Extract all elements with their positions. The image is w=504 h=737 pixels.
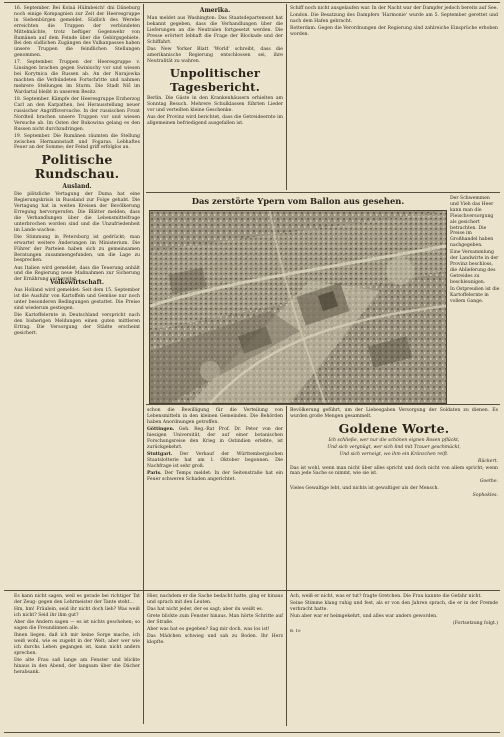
signature-rueckert: Rückert. (478, 458, 498, 464)
column-4-right (450, 196, 500, 402)
bottom-mid-p1: Hier, nachdem er die Sache bedacht hatte, ging er hinaus und sprach mit den Leuten. (147, 594, 283, 605)
mid-left-p4: Paris. Der Temps meldet: In der Seitenstraße hat ein Feuer schweren Schaden angerichtet. (147, 470, 283, 482)
mid-right-p1: Bevölkerung geführt, um der Liebesgaben Versorgung der Soldaten zu dienen. Es wurden große Mengen gesammelt. (290, 408, 498, 419)
signature-sophokles: Sophokles. (472, 492, 498, 498)
story-p5: Die alte Frau saß lange am Fenster und blickte hinaus in den Abend, der langsam über die Dächer herabsank. (14, 657, 140, 675)
column-2-mid (147, 408, 283, 588)
column-3-mid (290, 408, 498, 588)
story-p2: Hm, hm! Fräulein, seid ihr nicht doch lieb? Was weiß ich nicht? Seid ihr ihm gut? (14, 607, 140, 618)
stuttgart-label: Stuttgart. (147, 451, 173, 457)
tagesbericht-p1: Berlin. Die Gäste in den Krankenhäusern erhielten am Sonntag Besuch. Mehrere Schulklassen führten Lieder vor und verteilten kleine Geschenke. (147, 96, 283, 114)
col4-p2: Eine Versammlung der Landwirte in der Provinz beschloss, die Ablieferung des Getreides zu beschleunigen. (450, 250, 499, 285)
column-3-top (290, 6, 498, 190)
column-2-top (147, 6, 283, 190)
poem-line-2: Und sich vergnügt, wer sich lind mit Trauer geschmückt, (327, 444, 461, 450)
volkswirtschaft-subheading: Volkswirtschaft. (49, 279, 105, 286)
ausland-p2: Die Stimmung in Petersburg ist gedrückt; man erwartet weitere Änderungen im Ministerium. Die Führer der Parteien haben sich zu gemeinsamen Beratungen zusammengefunden, um die Lage zu besprechen. (14, 234, 140, 264)
volkswirtschaft-p1: Aus Holland wird gemeldet: Seit dem 15. September ist die Ausfuhr von Kartoffeln und Gemüse nur noch unter besonderen Bedingungen gestattet. Die Preise sind wiederum gestiegen. (14, 288, 140, 311)
lower-rule (4, 590, 500, 591)
bottom-mid-p3: Grete blickte zum Fenster hinaus. Man hörte Schritte auf der Straße. (147, 614, 283, 625)
bottom-right-p3: Nun aber war er heimgekehrt, und alles war anders geworden. (290, 614, 438, 620)
bottom-right-p1: Ach, weiß er nicht, was er tut? fragte Gretchen. Die Frau kannte die Gefahr nicht. (290, 594, 482, 599)
amerika-subheading: Amerika. (199, 7, 231, 14)
column-rule-1 (143, 4, 144, 724)
amerika-p1: Man meldet aus Washington: Das Staatsdepartement hat bekannt gegeben, dass die Verhandlungen über die Lieferungen an die Neutralen fortgesetzt werden. Die Presse erörtert lebhaft die Frage der Blockade und der Schiffahrt. (147, 16, 283, 45)
bottom-rule (4, 732, 500, 733)
ypern-aerial-photo (149, 210, 447, 404)
unpolitischer-tagesbericht-heading: Unpolitischer Tagesbericht. (169, 66, 261, 95)
story-p1: Es kann nicht sagen, weil es gerade bei richtiger Tat der Zeug- gegen den Lehrmeister der Tante steht... (14, 594, 140, 605)
page-footnote-number: B. 10 (290, 628, 301, 634)
column-rule-2 (286, 4, 287, 190)
poem-line-3: Und sich verneigt, wo ihm ein Kränzchen reift. (339, 451, 449, 457)
col3-p1: Schiff noch nicht ausgelaufen war. In der Nacht war der Dampfer jedoch bereits auf See. (290, 6, 498, 11)
story-p3: Aber die Andern sagen — es ist nichts geschehen; so sagen die Freundinnen alle. (14, 620, 140, 631)
column-1-bottom (14, 594, 140, 730)
amerika-p2: Das New Yorker Blatt 'World' schreibt, dass die amerikanische Regierung entschlossen sei, ihre Neutralität zu wahren. (147, 46, 283, 64)
ypern-ruins-illustration (150, 211, 446, 403)
mid-right-p3: Vieles Gewaltige lebt, und nichts ist gewaltiger als der Mensch. (290, 485, 439, 491)
goettingen-label: Göttingen. (147, 426, 175, 432)
tagesbericht-p2: Aus der Provinz wird berichtet, dass die Getreideernte im allgemeinen befriedigend ausgefallen ist. (147, 115, 283, 127)
col3-p2: London. Die Besatzung des Dampfers 'Harmonie' wurde am 5. September gerettet und nach dem Hafen gebracht. (290, 13, 498, 24)
image-bottom-rule (146, 404, 500, 405)
story-p4: Ihnen liegen, daß ich mir keine Sorge mache, ich weiß wohl, wie es zugeht in der Welt; aber wer wie ich durchs Leben gegangen ist, kann nicht anders sprechen. (14, 633, 140, 656)
continuation-note: (Fortsetzung folgt.) (452, 621, 498, 627)
war-chronicle-p4: 19. September. Die Rumänen räumten die Stellung zwischen Hermannstadt und Fogaras. Lebhaftes Feuer an der Somme; der Feind griff erfolglos an. (14, 133, 140, 151)
goldene-worte-heading: Goldene Worte. (338, 420, 450, 436)
column-1-mid (14, 278, 140, 478)
ausland-p3: Aus Italien wird gemeldet, dass die Teuerung anhält und die Regierung neue Maßnahmen zur Sicherung der Ernährung vorbereitet. (14, 265, 140, 283)
image-top-rule (146, 192, 500, 193)
ausland-subheading: Ausland. (62, 183, 92, 191)
bottom-right-p2: Seine Stimme klang ruhig und fest, als er von den Jahren sprach, die er in der Fremde verbracht hatte. (290, 601, 498, 612)
mid-left-p2: Göttingen. Geh. Reg.-Rat Prof. Dr. Peter von der hiesigen Universität, der auf einer botanischen Forschungsreise den Krieg in Ostindien erlebte, ist zurückgekehrt. (147, 426, 283, 450)
war-chronicle-p2: 17. September. Truppen der Heeresgruppe v. Linsingen brachen gegen Swiniuchy vor und wiesen bei Korytnica die Russen ab. An der Narajowka machten die Verbündeten Fortschritte und nahmen mehrere Stellungen im Sturm. Die Stadt Niš im Wardartal bleibt in unserem Besitz. (14, 60, 140, 95)
ausland-p1: Die plötzliche Vertagung der Duma hat eine Regierungskrisis in Russland zur Folge gehabt. Die Vertagung hat in weiten Kreisen der Bevölkerung Erregung hervorgerufen. Die Blätter melden, dass die Verhandlungen über die Lebensmittelfrage unterbrochen worden sind und die Unzufriedenheit im Lande wachse. (14, 192, 140, 233)
war-chronicle-lead: 16. September. Bei Kolaá Hülmbeich! dni Däneburg noch einige Kompagnien zur Zeit der Heeresgruppe in Siebenbürgen gemeldet. Südlich des Werebe erreichten die Truppen der verbündeten Mittelmächte, trotz heftiger Gegenwehr von Rumänen auf dem Feinde über die Gebirgsgebiete. Bei den südlichen Zugängen des Vulkanpasses haben unsere Truppen die feindlichen Stellungen genommen. (14, 6, 140, 59)
bottom-mid-p4: Aber was hat es gegeben? Sag mir doch, was los ist! (147, 627, 270, 633)
bottom-mid-p5: Das Mädchen schwieg und sah zu Boden. Ihr Herz klopfte. (147, 634, 283, 646)
col4-p3: In Ostpreußen ist die Kartoffelernte in vollem Gange. (450, 286, 500, 304)
mid-left-p1: schon die Bewilligung für die Verteilung von Lebensmitteln in den kleinen Gemeinden. Die Behörden haben Anordnungen getroffen. (147, 408, 283, 425)
signature-goethe: Goethe. (479, 478, 498, 484)
war-chronicle-p3: 18. September. Kämpfe der Heeresgruppe Erzherzog Carl an den Karpathen, bei Herausstellung neuer russischer Angriffsversuche. In der russischen Front Nordteil brachen unsere Truppen vor und wiesen Versuche ab. Im Osten der Bukowina gelang es den Russen nicht durchzudringen. (14, 96, 140, 132)
col3-p3: Rotterdam. Gegen die Verordnungen der Regierung sind zahlreiche Einsprüche erhoben worden. (290, 26, 498, 37)
politische-rundschau-heading: Politische Rundschau. (34, 152, 120, 182)
col4-p1: Der Schwemmen und Vieh das Heer kann man die Fleischversorgung als gesichert betrachten. Die Preise im Großhandel haben nachgegeben. (450, 196, 494, 249)
column-3-bottom (290, 594, 498, 730)
image-caption: Das zerstörte Ypern vom Ballon aus gesehen. (191, 196, 405, 206)
column-2-bottom (147, 594, 283, 730)
volkswirtschaft-p2: Die Kartoffelernte in Deutschland verspricht nach den bisherigen Meldungen einen guten mittleren Ertrag. Die Versorgung der Städte erscheint gesichert. (14, 312, 140, 336)
paris-label: Paris. (147, 470, 162, 476)
poem-line-1: Ich schließe, wer nur die schönen eignen Rosen pflückt, (328, 437, 460, 443)
top-rule (4, 2, 500, 3)
mid-right-p2: Das ist wohl, wenn man nicht über alles spricht und doch nicht von allem spricht; wenn man jede Sache so nimmt, wie sie ist. (290, 465, 498, 477)
bottom-mid-p2: Das hat nicht jeder, der es sagt; aber du weißt es. (147, 607, 264, 612)
column-rule-2b (286, 406, 287, 726)
mid-left-p3: Stuttgart. Der Verkauf der Württembergischen Staatslotterie hat am 1. Oktober begonnen. Die Nachfrage ist sehr groß. (147, 451, 283, 469)
